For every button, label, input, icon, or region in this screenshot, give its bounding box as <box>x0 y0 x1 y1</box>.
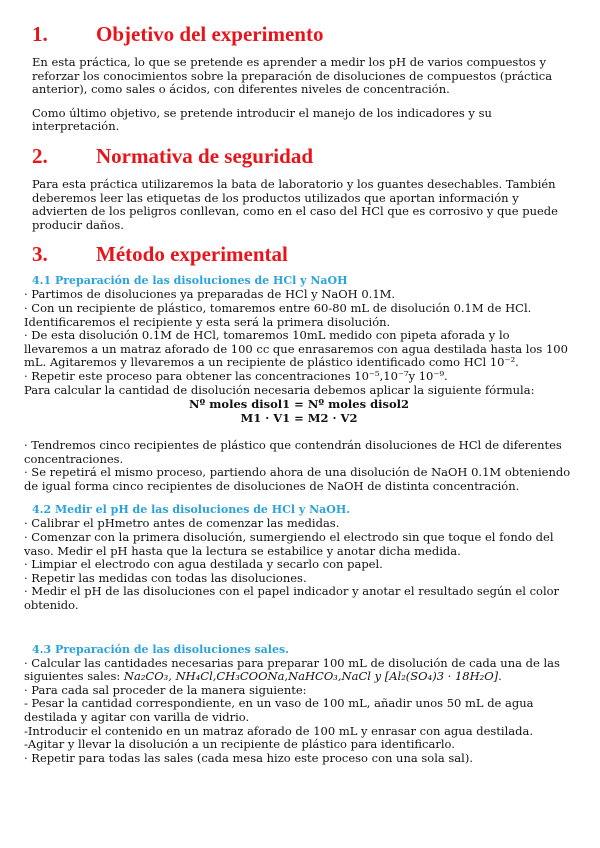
sub42-line-1: · Calibrar el pHmetro antes de comenzar las medidas. <box>24 516 340 531</box>
sub42-line-2: · Comenzar con la primera disolución, sumergiendo el electrodo sin que toque el fondo del vaso. Medir el pH hasta que la lectura se estabilice y anotar dicha medida. <box>24 530 554 558</box>
section-1-number: 1. <box>32 22 48 46</box>
sub41-line-3: · De esta disolución 0.1M de HCl, tomaremos 10mL medido con pipeta aforada y lo llevaremos a un matraz aforado de 100 cc que enrasaremos con agua destilada hasta los 100 mL. Agitaremos y llevaremos a un recipiente de plástico identificado como HCl 10⁻². <box>24 328 568 370</box>
salt-formulas: Na₂CO₃, NH₄Cl,CH₃COONa,NaHCO₃,NaCl y [Al₂(SO₄)3 · 18H₂O]. <box>123 669 502 684</box>
section-2-heading <box>24 142 574 170</box>
sub43-line-2: · Para cada sal proceder de la manera siguiente: <box>24 682 307 697</box>
sub43-line-4: -Introducir el contenido en un matraz aforado de 100 mL y enrasar con agua destilada. <box>24 723 533 738</box>
section-1-paragraph-2: Como último objetivo, se pretende introducir el manejo de los indicadores y su interpretación. <box>32 105 492 134</box>
subsection-4-3-title: 4.3 Preparación de las disoluciones sales. <box>32 642 289 656</box>
formula-moles: Nº moles disol1 = Nº moles disol2 <box>188 397 410 412</box>
sub42-line-3: · Limpiar el electrodo con agua destilada y secarlo con papel. <box>24 557 383 572</box>
section-3-number: 3. <box>32 242 48 267</box>
sub42-line-4: · Repetir las medidas con todas las disoluciones. <box>24 570 307 585</box>
section-1-title: Objetivo del experimento <box>96 22 324 46</box>
subsection-4-2-title: 4.2 Medir el pH de las disoluciones de HCl y NaOH. <box>32 503 351 517</box>
section-2-number: 2. <box>32 143 48 168</box>
sub43-line-1 <box>24 657 574 684</box>
section-1-paragraph-1: En esta práctica, lo que se pretende es aprender a medir los pH de varios compuestos y reforzar los conocimientos sobre la preparación de disoluciones de compuestos (práctica anterior), como sales o ácidos, con diferentes niveles de concentración. <box>32 55 553 97</box>
sub41-line-5: Para calcular la cantidad de disolución necesaria debemos aplicar la siguiente fórmula: <box>24 382 535 397</box>
sub43-line-5: -Agitar y llevar la disolución a un recipiente de plástico para identificarlo. <box>24 737 455 752</box>
formula-dilution: M1 · V1 = M2 · V2 <box>240 411 358 426</box>
sub41-after-line-1: · Tendremos cinco recipientes de plástico que contendrán disoluciones de HCl de diferentes concentraciones. <box>24 438 562 466</box>
section-1-heading <box>24 20 574 48</box>
sub43-line-1-text: · Calcular las cantidades necesarias para preparar 100 mL de disolución de cada una de las siguientes sales: <box>24 655 560 684</box>
sub41-line-2: · Con un recipiente de plástico, tomaremos entre 60-80 mL de disolución 0.1M de HCl. Identificaremos el recipiente y esta será la primera disolución. <box>24 300 532 329</box>
section-3-title: Método experimental <box>96 242 288 267</box>
sub43-line-3: - Pesar la cantidad correspondiente, en un vaso de 100 mL, añadir unos 50 mL de agua destilada y agitar con varilla de vidrio. <box>24 696 534 724</box>
subsection-4-1-title: 4.1 Preparación de las disoluciones de HCl y NaOH <box>32 274 348 288</box>
section-2-paragraph-1: Para esta práctica utilizaremos la bata de laboratorio y los guantes desechables. También deberemos leer las etiquetas de los productos utilizados que aportan información y advierten de los peligros conllevan, como en el caso del HCl que es corrosivo y que puede producir daños. <box>32 176 558 232</box>
sub43-line-6: · Repetir para todas las sales (cada mesa hizo este proceso con una sola sal). <box>24 750 473 765</box>
sub41-after-line-2: · Se repetirá el mismo proceso, partiendo ahora de una disolución de NaOH 0.1M obteniendo de igual forma cinco recipientes de disoluciones de NaOH de distinta concentración. <box>24 465 571 493</box>
section-3-heading <box>24 240 574 268</box>
section-2-title: Normativa de seguridad <box>96 143 313 168</box>
sub42-line-5: · Medir el pH de las disoluciones con el papel indicador y anotar el resultado según el color obtenido. <box>24 584 560 613</box>
sub41-line-1: · Partimos de disoluciones ya preparadas de HCl y NaOH 0.1M. <box>24 287 396 302</box>
sub41-line-4: · Repetir este proceso para obtener las concentraciones 10⁻⁵,10⁻⁷y 10⁻⁹. <box>24 368 448 383</box>
